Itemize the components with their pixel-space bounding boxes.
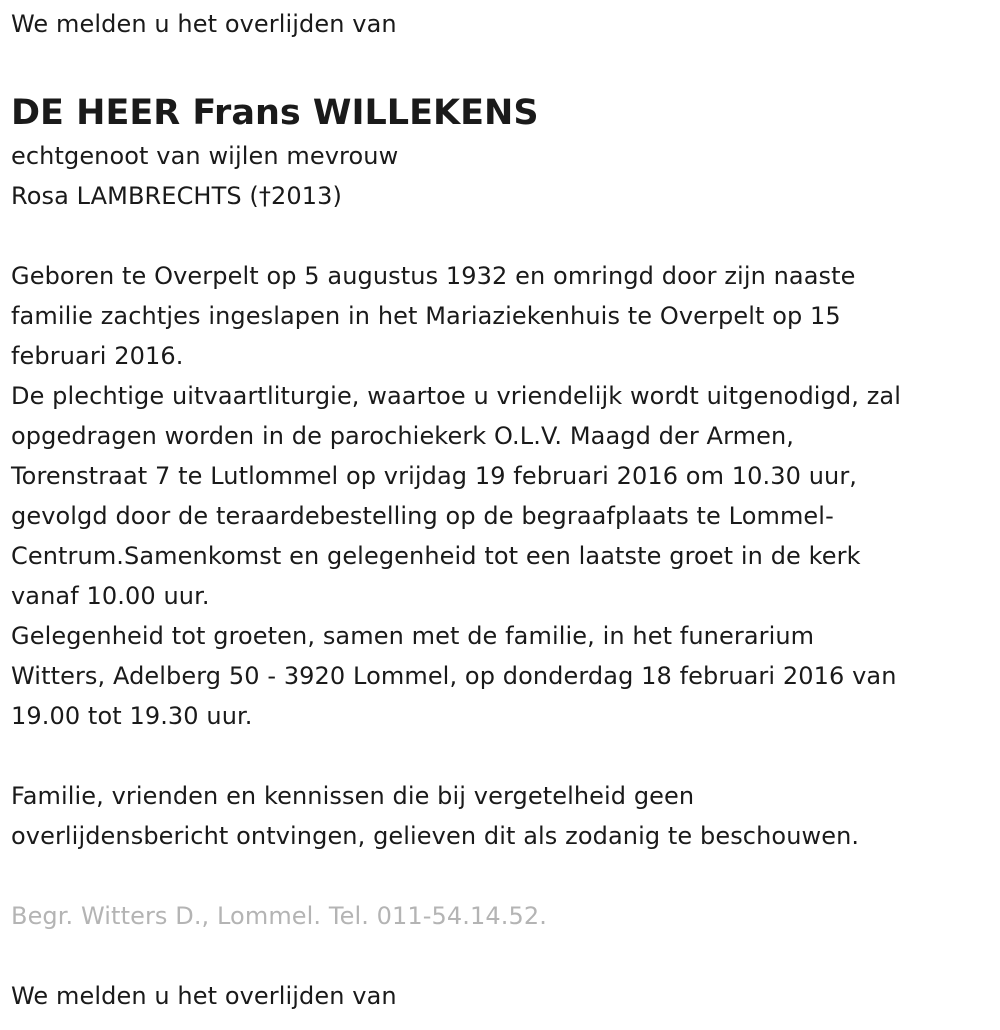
closing-text (11, 776, 996, 856)
spouse-line-1: echtgenoot van wijlen mevrouw (11, 142, 399, 170)
body-line: familie zachtjes ingeslapen in het Mariaziekenhuis te Overpelt op 15 (11, 302, 841, 330)
spacer (11, 48, 996, 86)
body-text (11, 256, 996, 736)
body-line: vanaf 10.00 uur. (11, 582, 210, 610)
body-line: Witters, Adelberg 50 - 3920 Lommel, op donderdag 18 februari 2016 van (11, 662, 897, 690)
spouse-line-2 (11, 176, 996, 216)
body-line: Centrum.Samenkomst en gelegenheid tot een laatste groet in de kerk (11, 542, 861, 570)
closing-line: overlijdensbericht ontvingen, gelieven dit als zodanig te beschouwen. (11, 822, 860, 850)
undertaker-info: Begr. Witters D., Lommel. Tel. 011-54.14.52. (11, 902, 547, 930)
death-notice (11, 0, 996, 1016)
body-line: februari 2016. (11, 342, 184, 370)
closing-line: Familie, vrienden en kennissen die bij vergetelheid geen (11, 782, 695, 810)
body-line: opgedragen worden in de parochiekerk O.L.V. Maagd der Armen, (11, 422, 794, 450)
spacer (11, 936, 996, 976)
cross-icon: † (258, 182, 271, 210)
body-line: Gelegenheid tot groeten, samen met de familie, in het funerarium (11, 622, 815, 650)
deceased-name: DE HEER Frans WILLEKENS (11, 93, 539, 133)
spacer (11, 856, 996, 896)
body-line: Geboren te Overpelt op 5 augustus 1932 en omringd door zijn naaste (11, 262, 856, 290)
body-line: De plechtige uitvaartliturgie, waartoe u vriendelijk wordt uitgenodigd, zal (11, 382, 901, 410)
spouse-name: Rosa LAMBRECHTS ( (11, 182, 259, 210)
body-line: 19.00 tot 19.30 uur. (11, 702, 253, 730)
spacer (11, 216, 996, 256)
body-line: Torenstraat 7 te Lutlommel op vrijdag 19 februari 2016 om 10.30 uur, (11, 462, 858, 490)
repeat-intro-text: We melden u het overlijden van (11, 982, 397, 1010)
spacer (11, 736, 996, 776)
intro-text: We melden u het overlijden van (11, 10, 397, 38)
spouse-death-year: 2013) (270, 182, 342, 210)
body-line: gevolgd door de teraardebestelling op de begraafplaats te Lommel- (11, 502, 834, 530)
